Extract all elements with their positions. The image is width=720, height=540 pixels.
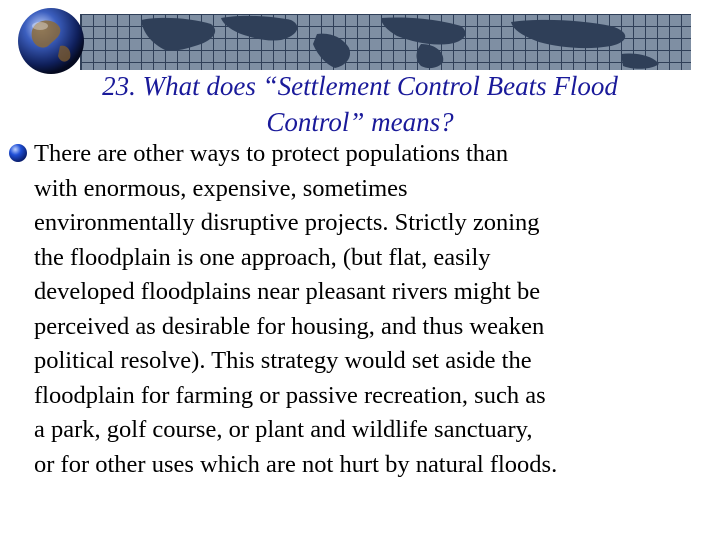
header-banner <box>0 0 720 75</box>
paragraph-line: environmentally disruptive projects. Strictly zoning <box>34 209 540 236</box>
paragraph-line: or for other uses which are not hurt by natural floods. <box>34 450 558 478</box>
paragraph-line: There are other ways to protect populations than <box>34 140 509 167</box>
bullet-paragraph <box>34 137 714 482</box>
paragraph-line: floodplain for farming or passive recreation, such as <box>34 381 546 409</box>
world-map-strip <box>80 14 691 70</box>
paragraph-line: developed floodplains near pleasant rivers might be <box>34 278 541 305</box>
title-line: Control” means? <box>266 107 454 137</box>
sphere-bullet-icon <box>8 143 28 163</box>
paragraph-line: the floodplain is one approach, (but flat, easily <box>34 243 491 271</box>
slide-title <box>30 68 690 140</box>
continents-graphic <box>81 14 691 70</box>
title-line: 23. What does “Settlement Control Beats Flood <box>102 71 618 101</box>
paragraph-line: political resolve). This strategy would set aside the <box>34 347 532 374</box>
paragraph-line: perceived as desirable for housing, and thus weaken <box>34 312 545 340</box>
paragraph-line: with enormous, expensive, sometimes <box>34 174 408 202</box>
paragraph-line: a park, golf course, or plant and wildlife sanctuary, <box>34 416 533 443</box>
globe-icon <box>16 6 86 76</box>
